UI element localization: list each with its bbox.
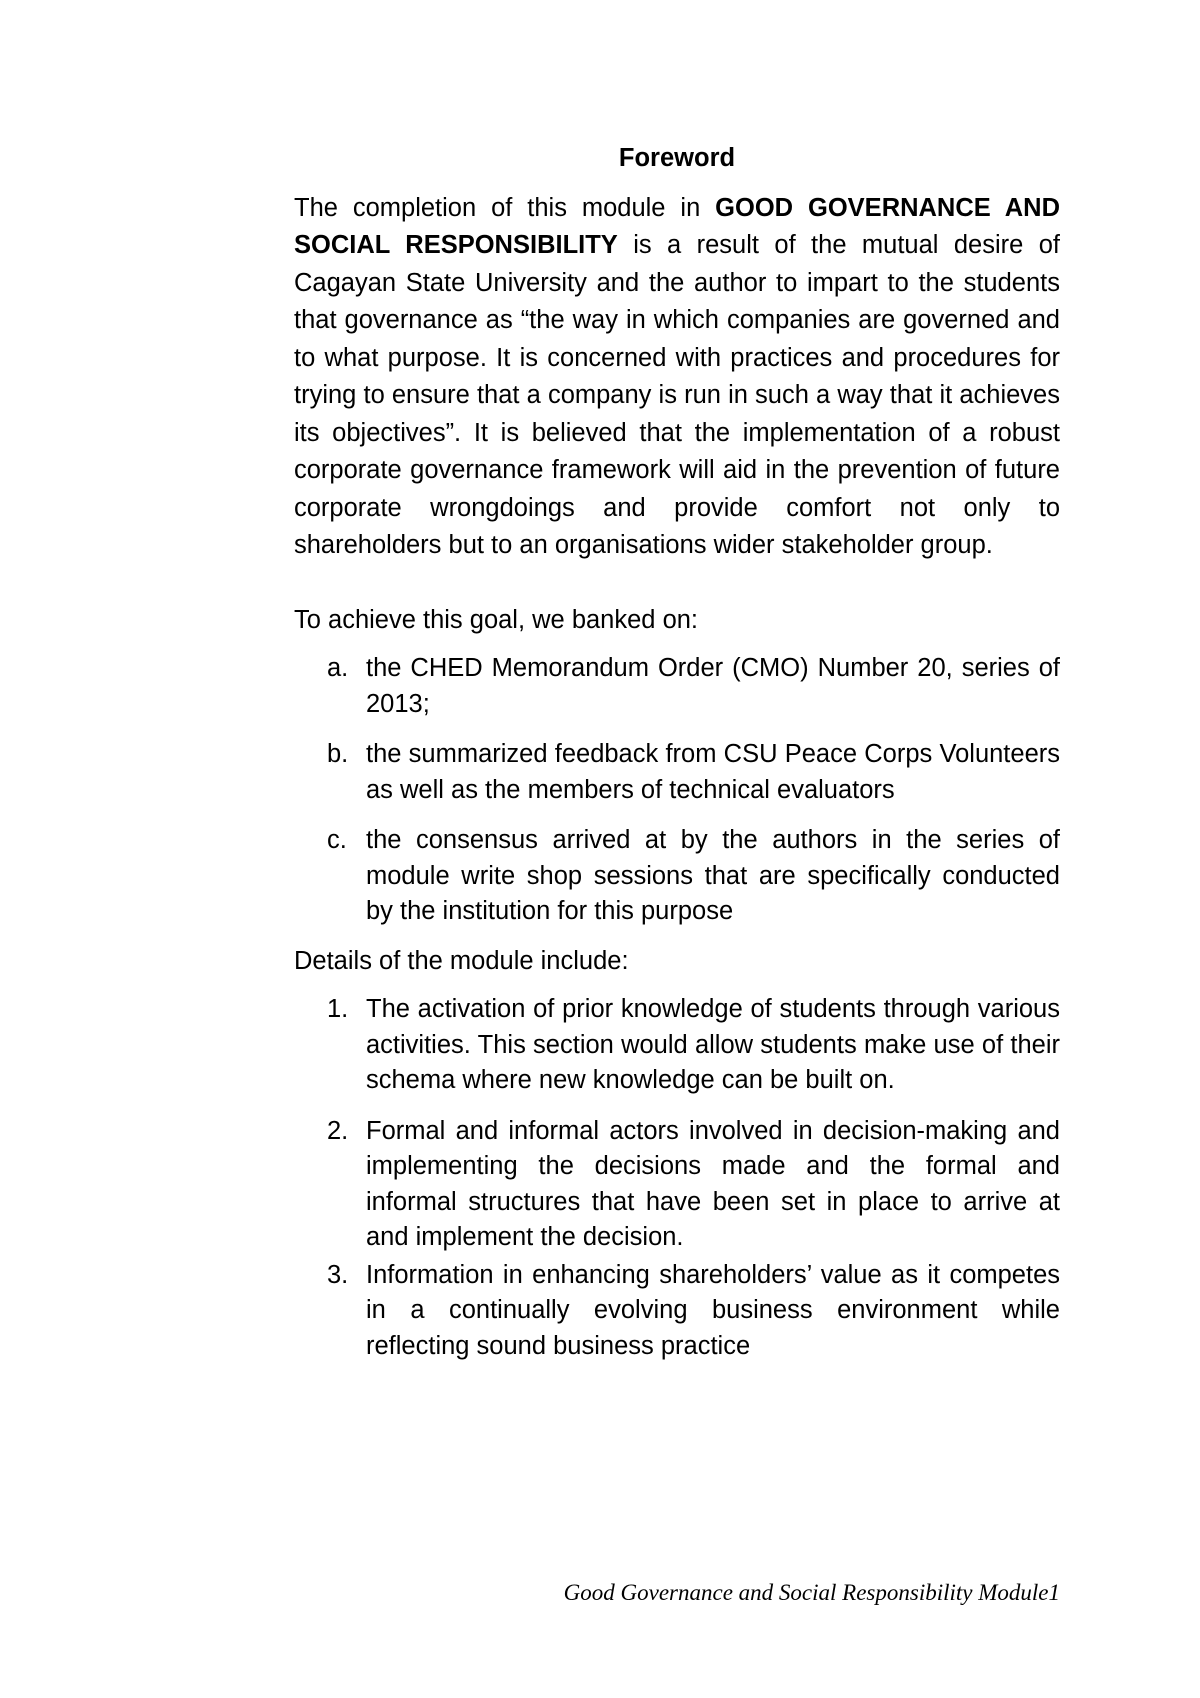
list-item bbox=[294, 1114, 1060, 1256]
page-title: Foreword bbox=[618, 144, 736, 172]
list-marker: 2. bbox=[327, 1116, 349, 1145]
goal-list bbox=[294, 651, 1060, 930]
list-marker: b. bbox=[327, 740, 349, 768]
details-list bbox=[294, 992, 1060, 1364]
goal-heading: To achieve this goal, we banked on: bbox=[294, 605, 699, 634]
list-item-text: the CHED Memorandum Order (CMO) Number 20, series of 2013; bbox=[366, 654, 1060, 718]
list-item-text: the summarized feedback from CSU Peace Corps Volunteers as well as the members of technical evaluators bbox=[366, 740, 1060, 804]
list-marker: a. bbox=[327, 654, 349, 682]
list-item bbox=[294, 823, 1060, 930]
details-heading: Details of the module include: bbox=[294, 946, 629, 975]
intro-text-start: The completion of this module in bbox=[294, 193, 716, 222]
list-marker: 3. bbox=[327, 1260, 349, 1289]
module-name: GOOD GOVERNANCE AND SOCIAL RESPONSIBILITY bbox=[294, 193, 1060, 259]
list-item-text: Formal and informal actors involved in decision-making and implementing the decisions made and the formal and informal structures that have been set in place to arrive at and implement the decision. bbox=[366, 1116, 1060, 1251]
list-item-text: The activation of prior knowledge of students through various activities. This section would allow students make use of their schema where new knowledge can be built on. bbox=[366, 995, 1060, 1094]
list-item bbox=[294, 1258, 1060, 1365]
list-item-text: Information in enhancing shareholders’ value as it competes in a continually evolving business environment while reflecting sound business practice bbox=[366, 1260, 1060, 1360]
intro-paragraph bbox=[294, 190, 1060, 565]
list-item-text: the consensus arrived at by the authors in the series of module write shop sessions that are specifically conducted by the institution for this purpose bbox=[366, 826, 1060, 925]
list-item bbox=[294, 651, 1060, 722]
list-item bbox=[294, 737, 1060, 808]
intro-text-end: is a result of the mutual desire of Cagayan State University and the author to impart to the students that governance as “the way in which companies are governed and to what purpose. It is concerned with practices and procedures for trying to ensure that a company is run in such a way that it achieves its objectives”. It is believed that the implementation of a robust corporate governance framework will aid in the prevention of future corporate wrongdoings and provide comfort not only to shareholders but to an organisations wider stakeholder group. bbox=[294, 231, 1060, 559]
page-footer: Good Governance and Social Responsibility Module1 bbox=[563, 1580, 1060, 1605]
list-marker: 1. bbox=[327, 995, 349, 1023]
document-body bbox=[294, 140, 1060, 1379]
list-item bbox=[294, 992, 1060, 1099]
list-marker: c. bbox=[327, 826, 347, 854]
